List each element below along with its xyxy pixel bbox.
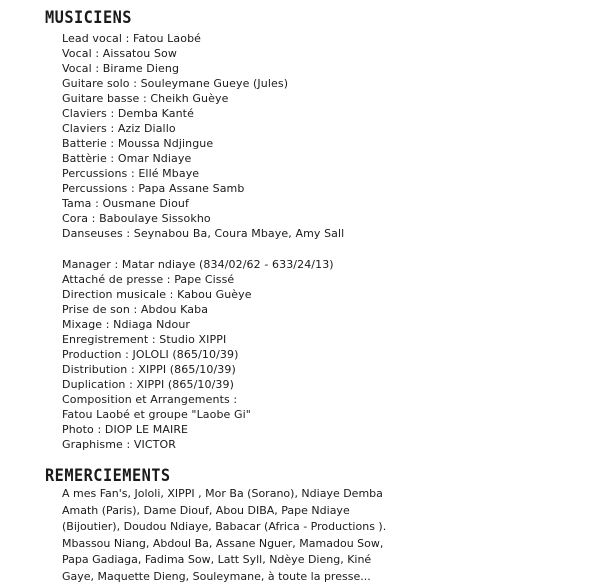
- list-item: Danseuses : Seynabou Ba, Coura Mbaye, Amy Sall: [62, 227, 345, 240]
- list-item: Guitare basse : Cheikh Guèye: [62, 92, 229, 105]
- list-item: Attaché de presse : Pape Cissé: [62, 273, 235, 286]
- list-item: Fatou Laobé et groupe "Laobe Gi": [62, 408, 251, 421]
- list-item: Duplication : XIPPI (865/10/39): [62, 378, 234, 391]
- list-item: Vocal : Aissatou Sow: [62, 47, 177, 60]
- list-item: Cora : Baboulaye Sissokho: [62, 212, 211, 225]
- list-item: Percussions : Papa Assane Samb: [62, 182, 245, 195]
- text-line: Amath (Paris), Dame Diouf, Abou DIBA, Pape Ndiaye: [62, 503, 350, 517]
- list-item: Photo : DIOP LE MAIRE: [62, 423, 189, 436]
- list-item: Mixage : Ndiaga Ndour: [62, 318, 191, 331]
- list-item: Guitare solo : Souleymane Gueye (Jules): [62, 77, 289, 90]
- list-item: Graphisme : VICTOR: [62, 438, 176, 451]
- list-item: Batterie : Moussa Ndjingue: [62, 137, 214, 150]
- list-item: Manager : Matar ndiaye (834/02/62 - 633/24/13): [62, 258, 334, 271]
- text-line: Papa Gadiaga, Fadima Sow, Latt Syll, Ndèye Dieng, Kiné: [62, 553, 372, 567]
- musiciens-heading: MUSICIENS: [45, 8, 132, 28]
- text-line: Mbassou Niang, Abdoul Ba, Assane Nguer, Mamadou Sow,: [62, 536, 384, 550]
- list-item: Claviers : Aziz Diallo: [62, 122, 176, 135]
- list-item: Claviers : Demba Kanté: [62, 107, 194, 120]
- list-item: Distribution : XIPPI (865/10/39): [62, 363, 236, 376]
- list-item: Production : JOLOLI (865/10/39): [62, 348, 239, 361]
- list-item: Tama : Ousmane Diouf: [62, 197, 189, 210]
- text-line: A mes Fan's, Jololi, XIPPI , Mor Ba (Sorano), Ndiaye Demba: [62, 487, 383, 500]
- list-item: Prise de son : Abdou Kaba: [62, 303, 209, 316]
- remerciements-heading: REMERCIEMENTS: [45, 466, 171, 486]
- text-line: Gaye, Maquette Dieng, Souleymane, à toute la presse...: [62, 569, 371, 583]
- credits-list: [62, 257, 334, 452]
- musiciens-list: [62, 31, 344, 241]
- list-item: Enregistrement : Studio XIPPI: [62, 333, 227, 346]
- list-item: Direction musicale : Kabou Guèye: [62, 288, 252, 301]
- list-item: Vocal : Birame Dieng: [62, 62, 180, 75]
- list-item: Battèrie : Omar Ndiaye: [62, 152, 192, 165]
- list-item: Composition et Arrangements :: [62, 393, 238, 406]
- list-item: Lead vocal : Fatou Laobé: [62, 32, 202, 45]
- list-item: Percussions : Ellé Mbaye: [62, 167, 200, 180]
- remerciements-text: [62, 486, 442, 586]
- text-line: (Bijoutier), Doudou Ndiaye, Babacar (Africa - Productions ).: [62, 520, 387, 534]
